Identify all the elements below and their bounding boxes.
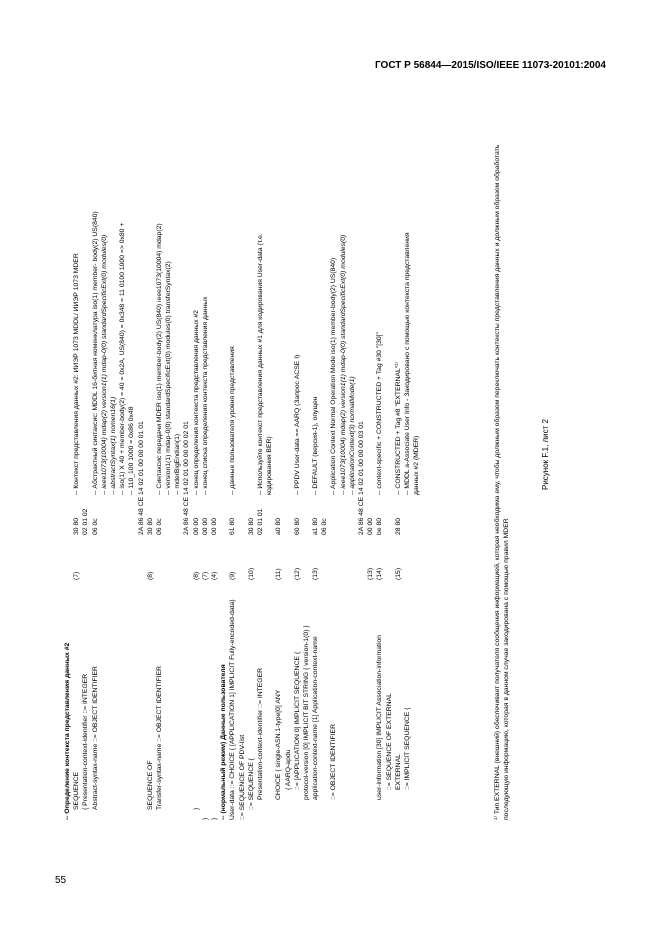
- comment-cell: -- Синтаксис передачи MDER iso(1) member-body(2) US(840) ieee1073(10004) mdap(2): [155, 223, 163, 495]
- asn-definition-cell: application-context-name [1] Application-context-name: [312, 636, 320, 800]
- asn-definition-cell: ::= SEQUENCE OF PDV-list: [238, 734, 246, 820]
- hex-encoding-cell: 06 0c: [321, 518, 329, 535]
- asn-definition-cell: -- Определение контекста представления данных #2: [64, 642, 71, 820]
- comment-cell: -- PPDV User-data == AARQ (Запрос ACSE I): [293, 354, 301, 495]
- comment-cell: -- CONSTRUCTED + Tag #8 "EXTERNAL"¹⁾: [394, 361, 402, 495]
- listing-row: [256, 100, 265, 820]
- asn-definition-cell: Abstract-syntax-name ::= OBJECT IDENTIFIER: [91, 666, 99, 810]
- rotated-figure: [63, 100, 623, 820]
- listing-row: [228, 100, 237, 820]
- comment-cell: -- version1(1) mdap-0(0) standardSpecificExt(0) modules(0) transferSyntax(2): [165, 261, 173, 495]
- listing-row: [357, 100, 366, 820]
- asn-definition-cell: EXTERNAL: [394, 754, 402, 790]
- comment-cell: данных #2 (MDER): [413, 435, 421, 495]
- listing-row: [164, 100, 173, 820]
- listing-row: [210, 100, 219, 820]
- comment-cell: -- abstractSyntax(1) nomen16(1): [109, 396, 117, 495]
- tag-number-cell: (8): [146, 571, 154, 580]
- tag-number-cell: (14): [376, 567, 384, 580]
- listing-row: [394, 100, 403, 820]
- listing-row: [192, 100, 201, 820]
- tag-number-cell: (13): [367, 567, 375, 580]
- footnote: ¹⁾ Тип EXTERNAL (внешний) обеспечивает получателя сообщения информацией, которая необходима ему, чтобы должным образом переключать контексты представления данных и должным образом обработать последующую информацию, которая в данном случае закодирована с помощью правил MDER: [494, 144, 511, 820]
- comment-cell: -- данные пользователя уровня представления: [229, 346, 237, 495]
- asn-definition-cell: ::= OBJECT IDENTIFIER: [330, 724, 338, 800]
- hex-encoding-cell: 2A 86 48 CE 14 02 01 00 00 00 01 01: [137, 421, 145, 535]
- comment-cell: -- iso(1) X 40 + member-body(2) = 40 = 0x2A, US(840) = 0x348 = 11 0100 1000 => 0x80 +: [119, 222, 127, 495]
- document-header: ГОСТ Р 56844—2015/ISO/IEEE 11073-20101:2004: [375, 60, 606, 71]
- tag-number-cell: (15): [394, 567, 402, 580]
- hex-encoding-cell: 30 80: [247, 517, 255, 535]
- asn-definition-cell: CHOICE { single-ASN.1-type[0] ANY: [275, 689, 283, 800]
- listing-row: [412, 100, 421, 820]
- asn-definition-cell: ::= SEQUENCE OF EXTERNAL: [385, 693, 393, 790]
- hex-encoding-cell: be 80: [376, 517, 384, 535]
- listing-row: [72, 100, 81, 820]
- hex-encoding-cell: 00 00: [211, 517, 218, 535]
- listing-row: [109, 100, 118, 820]
- listing-row: [339, 100, 348, 820]
- hex-encoding-cell: 61 80: [229, 517, 237, 535]
- figure-caption: Рисунок F.1, лист 2: [541, 419, 550, 490]
- asn-definition-cell: }: [201, 817, 209, 820]
- hex-encoding-cell: a1 80: [312, 517, 320, 535]
- comment-cell: -- ieee1073(10004) mdap(2) version1(1) mdap-0(0) standardSpecificExt(0) modules(0): [339, 234, 347, 495]
- asn-definition-cell: ::= IMPLICIT SEQUENCE {: [403, 707, 411, 790]
- hex-encoding-cell: 30 80: [146, 517, 154, 535]
- comment-cell: -- DEFAULT (версия-1), опущен: [312, 396, 320, 495]
- tag-number-cell: (10): [247, 567, 255, 580]
- hex-encoding-cell: 28 80: [394, 517, 402, 535]
- comment-cell: кодирования BER): [266, 436, 274, 495]
- listing-row: [238, 100, 247, 820]
- listing-row: [265, 100, 274, 820]
- listing-row: [201, 100, 210, 820]
- listing-row: [403, 100, 412, 820]
- listing-row: [182, 100, 191, 820]
- asn-definition-cell: { Presentation-context-identifier ::= INTEGER: [82, 673, 90, 810]
- asn-definition-cell: SEQUENCE OF: [146, 760, 154, 810]
- listing-row: [329, 100, 338, 820]
- hex-encoding-cell: 02 01 01: [256, 508, 264, 535]
- listing-row: [118, 100, 127, 820]
- asn-definition-cell: Transfer-syntax-name ::= OBJECT IDENTIFIER: [155, 665, 163, 810]
- listing-row: [348, 100, 357, 820]
- listing-row: [91, 100, 100, 820]
- tag-number-cell: (9): [229, 571, 237, 580]
- comment-cell: -- Используйте контекст представления данных #1 для кодирования User-data (т.е.: [256, 233, 264, 495]
- comment-cell: -- конец списка определения контекста представления данных: [201, 296, 209, 495]
- comment-cell: -- Контекст представления данных #2: ИИЭР 1073 MDDL/ ИИЭР 1073 MDER: [73, 253, 81, 495]
- comment-cell: -- context-specific + CONSTRUCTED + Tag #30 "[30]": [376, 332, 384, 495]
- tag-number-cell: (7): [201, 571, 209, 580]
- hex-encoding-cell: 30 80: [73, 517, 81, 535]
- asn-definition-cell: { AARQ-apdu: [284, 749, 292, 790]
- comment-cell: -- ieee1073(10004) mdap(2) version1(1) mdap-0(0) standardSpecificExt(0) modules(0): [100, 234, 108, 495]
- hex-encoding-cell: 00 00: [201, 517, 209, 535]
- listing-row: [247, 100, 256, 820]
- listing-row: [146, 100, 155, 820]
- asn-definition-cell: SEQUENCE: [73, 771, 81, 810]
- tag-number-cell: (7): [73, 571, 81, 580]
- tag-number-cell: (11): [275, 568, 283, 580]
- hex-encoding-cell: 2A 86 48 CE 14 02 01 00 00 00 03 01: [358, 421, 365, 535]
- comment-cell: -- Application Context Normal Operation Mode iso(1) member-body(2) US(840): [330, 257, 338, 495]
- asn-definition-cell: ::= SEQUENCE {: [247, 758, 255, 810]
- listing-row: [137, 100, 146, 820]
- listing-row: [127, 100, 136, 820]
- listing-row: [155, 100, 164, 820]
- comment-cell: -- 110_100 1000 = 0x86 0x48: [128, 406, 136, 495]
- listing-row: [302, 100, 311, 820]
- comment-cell: -- конец определения контекста представления данных #2: [192, 310, 200, 495]
- listing-row: [219, 100, 228, 820]
- listing-row: [311, 100, 320, 820]
- hex-encoding-cell: 06 0c: [91, 518, 99, 535]
- hex-encoding-cell: 00 00: [367, 517, 375, 535]
- asn-definition-cell: }: [192, 807, 200, 810]
- listing-row: [63, 100, 72, 820]
- hex-encoding-cell: 02 01 02: [82, 508, 90, 535]
- hex-encoding-cell: 06 0c: [155, 518, 163, 535]
- asn-definition-cell: }: [211, 817, 218, 820]
- listing-row: [274, 100, 283, 820]
- comment-cell: -- applicationContext(3) normalMode(1): [348, 376, 356, 495]
- asn-definition-cell: Presentation-context-identifier ::= INTEGER: [256, 667, 264, 800]
- listing-row: [284, 100, 293, 820]
- asn-definition-cell: ::= [APPLICATION 0] IMPLICIT SEQUENCE {: [293, 651, 301, 790]
- listing-row: [385, 100, 394, 820]
- tag-number-cell: (13): [312, 567, 320, 580]
- listing-row: [81, 100, 90, 820]
- comment-cell: -- Абстрактный синтаксис: MDDL 16-битная номенклатура iso(1) member- body(2) US(840): [91, 211, 99, 495]
- asn-definition-cell: User-data ::= CHOICE { [APPLICATION 1] IMPLICIT Fully-encoded-data}: [229, 599, 237, 820]
- listing-row: [100, 100, 109, 820]
- asn-definition-cell: user-information [30] IMPLICIT Association-information: [376, 635, 384, 800]
- listing-row: [173, 100, 182, 820]
- listing-row: [293, 100, 302, 820]
- hex-encoding-cell: 00 00: [192, 517, 200, 535]
- comment-cell: -- mderBigEndian(1): [174, 433, 182, 495]
- hex-encoding-cell: 60 80: [293, 517, 301, 535]
- asn-definition-cell: -- (нормальный режим) Данные пользователя: [220, 664, 228, 820]
- page-number: 55: [55, 875, 67, 886]
- tag-number-cell: (8): [192, 571, 200, 580]
- asn-definition-cell: protocol-version [0] IMPLICIT BIT STRING { version-1(0) }: [302, 625, 310, 800]
- listing-row: [320, 100, 329, 820]
- tag-number-cell: (12): [293, 567, 301, 580]
- hex-encoding-cell: 2A 86 48 CE 14 02 01 00 00 00 02 01: [183, 421, 191, 535]
- comment-cell: -- MDDL a-Associate User Info - Закодировано с помощью контекста представления: [403, 232, 411, 495]
- listing-row: [366, 100, 375, 820]
- asn-listing: [63, 100, 421, 820]
- listing-row: [375, 100, 384, 820]
- tag-number-cell: (4): [211, 571, 218, 580]
- hex-encoding-cell: a0 80: [275, 517, 283, 535]
